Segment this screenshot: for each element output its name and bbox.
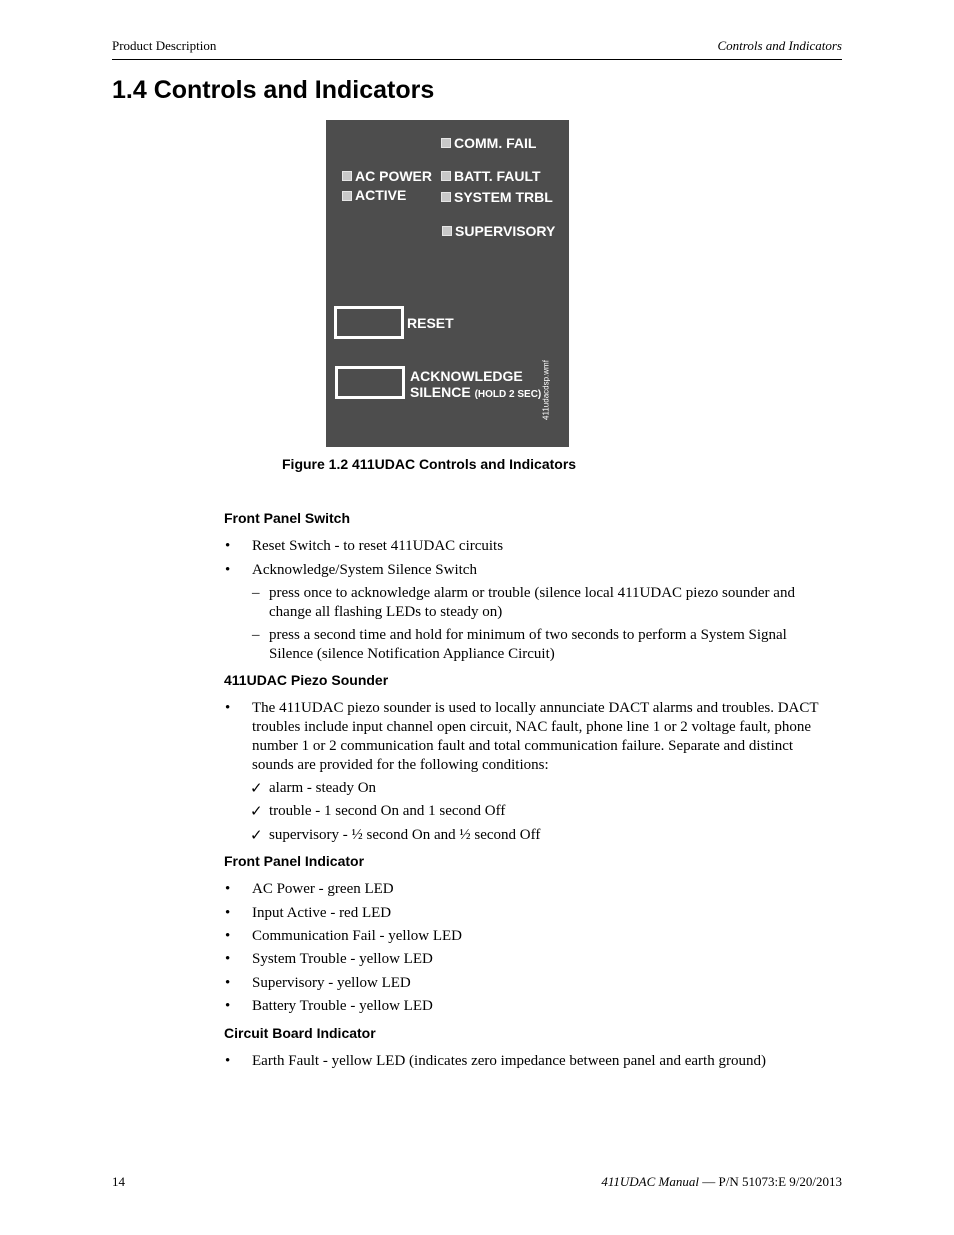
sub-item-line: press a second time and hold for minimum of two seconds to perform a System Signal	[269, 627, 787, 643]
list-item: Acknowledge/System Silence Switch	[252, 562, 477, 578]
list-item: System Trouble - yellow LED	[252, 951, 433, 967]
sub-item-line: change all flashing LEDs to steady on)	[269, 604, 503, 620]
check-item: alarm - steady On	[269, 780, 377, 796]
comm-fail-label: COMM. FAIL	[454, 135, 537, 151]
paragraph-line: sounds are provided for the following conditions:	[252, 757, 549, 773]
running-header-left: Product Description	[112, 38, 217, 53]
supervisory-label: SUPERVISORY	[455, 223, 556, 239]
bullet: •	[225, 998, 231, 1014]
acknowledge-switch	[335, 366, 405, 399]
section-heading-piezo-sounder: 411UDAC Piezo Sounder	[224, 672, 389, 688]
bullet: •	[225, 881, 231, 897]
check-item: supervisory - ½ second On and ½ second Off	[269, 827, 541, 843]
checkmark-icon: ✓	[250, 826, 263, 844]
footer-manual-title: 411UDAC Manual	[601, 1174, 699, 1189]
figure-file-tag: 411udacdsp.wmf	[541, 360, 551, 420]
checkmark-icon: ✓	[250, 779, 263, 797]
page-title: 1.4 Controls and Indicators	[112, 76, 435, 104]
supervisory-led	[442, 226, 452, 236]
paragraph-line: The 411UDAC piezo sounder is used to locally annunciate DACT alarms and troubles. DACT	[252, 700, 819, 716]
sub-item-line: Silence (silence Notification Appliance Circuit)	[269, 646, 555, 662]
dash: –	[252, 585, 260, 601]
comm-fail-led	[441, 138, 451, 148]
ac-power-led	[342, 171, 352, 181]
list-item: Communication Fail - yellow LED	[252, 928, 462, 944]
bullet: •	[225, 538, 231, 554]
batt-fault-led	[441, 171, 451, 181]
ac-power-label: AC POWER	[355, 168, 432, 184]
system-trbl-led	[441, 192, 451, 202]
check-item: trouble - 1 second On and 1 second Off	[269, 803, 506, 819]
running-header-right: Controls and Indicators	[717, 38, 842, 53]
footer-part-number: P/N 51073:E 9/20/2013	[718, 1174, 842, 1189]
list-item: Supervisory - yellow LED	[252, 975, 411, 991]
list-item: AC Power - green LED	[252, 881, 394, 897]
checkmark-icon: ✓	[250, 802, 263, 820]
list-item: Battery Trouble - yellow LED	[252, 998, 433, 1014]
bullet: •	[225, 700, 231, 716]
active-led	[342, 191, 352, 201]
footer-doc-info	[601, 1174, 842, 1190]
bullet: •	[225, 905, 231, 921]
page-number: 14	[112, 1174, 125, 1189]
section-heading-circuit-board-indicator: Circuit Board Indicator	[224, 1025, 376, 1041]
section-heading-front-panel-switch: Front Panel Switch	[224, 510, 351, 526]
hold-label: (HOLD 2 SEC)	[474, 389, 542, 400]
bullet: •	[225, 975, 231, 991]
section-heading-front-panel-indicator: Front Panel Indicator	[224, 853, 365, 869]
reset-label: RESET	[407, 315, 454, 331]
paragraph-line: troubles include input channel open circuit, NAC fault, phone line 1 or 2 voltage fault, phone	[252, 719, 812, 735]
header-rule	[112, 59, 842, 60]
silence-label-text: SILENCE	[410, 384, 471, 400]
bullet: •	[225, 951, 231, 967]
bullet: •	[225, 562, 231, 578]
footer-separator: —	[698, 1174, 719, 1189]
paragraph-line: number 1 or 2 communication fault and total communication failure. Separate and distinct	[252, 738, 794, 754]
list-item: Earth Fault - yellow LED (indicates zero impedance between panel and earth ground)	[252, 1053, 766, 1069]
batt-fault-label: BATT. FAULT	[454, 168, 541, 184]
reset-switch	[334, 306, 404, 339]
active-label: ACTIVE	[355, 187, 407, 203]
list-item: Reset Switch - to reset 411UDAC circuits	[252, 538, 504, 554]
system-trbl-label: SYSTEM TRBL	[454, 189, 553, 205]
acknowledge-label: ACKNOWLEDGE	[410, 368, 523, 384]
dash: –	[252, 627, 260, 643]
silence-label	[410, 384, 541, 403]
list-item: Input Active - red LED	[252, 905, 392, 921]
figure-caption: Figure 1.2 411UDAC Controls and Indicators	[282, 456, 577, 472]
bullet: •	[225, 1053, 231, 1069]
sub-item-line: press once to acknowledge alarm or trouble (silence local 411UDAC piezo sounder and	[269, 585, 795, 601]
bullet: •	[225, 928, 231, 944]
